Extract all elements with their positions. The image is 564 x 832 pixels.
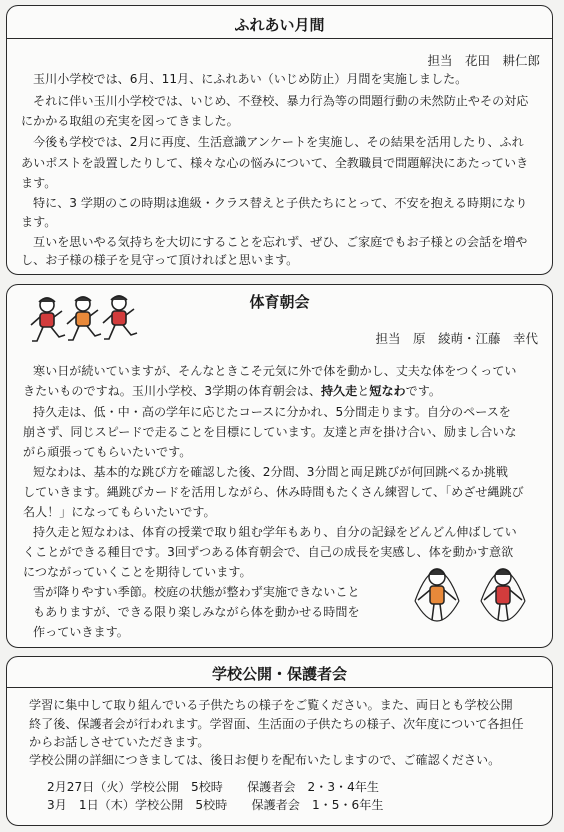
- schedule-line: 2月27日（火）学校公開 5校時 保護者会 2・3・4年生: [47, 780, 380, 794]
- paragraph-line: もありますが、できる限り楽しみながら体を動かせる時間を: [33, 605, 360, 619]
- bold-keyword: 持久走: [320, 384, 358, 398]
- bold-keyword: 短なわ: [369, 384, 406, 398]
- section-gakko-kokai: [6, 656, 553, 826]
- paragraph-line: くことができる種目です。3回ずつある体育朝会で、自己の成長を実感し、体を動かす意欲: [23, 545, 514, 559]
- paragraph-line: ます。: [21, 176, 57, 190]
- paragraph-line: 名人！」になってもらいたいです。: [23, 505, 216, 519]
- paragraph-line: 特に、3 学期のこの時期は進級・クラス替えと子供たちにとって、不安を抱える時期になり: [33, 196, 528, 210]
- paragraph-line: 作っていきます。: [33, 625, 129, 639]
- paragraph-line: にかかる取組の充実を図ってきました。: [21, 114, 239, 128]
- paragraph-line: 終了後、保護者会が行われます。学習面、生活面の子供たちの様子、次年度について各担任: [29, 717, 524, 731]
- paragraph-line: 持久走と短なわは、体育の授業で取り組む学年もあり、自分の記録をどんどん伸ばしてい: [33, 525, 517, 539]
- paragraph-line: 今後も学校では、2月に再度、生活意識アンケートを実施し、その結果を活用したり、ふれ: [33, 135, 524, 149]
- paragraph-line: 学校公開の詳細につきましては、後日お便りを配布いたしますので、ご確認ください。: [29, 753, 501, 767]
- section-title: 学校公開・保護者会: [211, 665, 347, 683]
- paragraph-line: し、お子様の様子を見守って頂ければと思います。: [21, 253, 299, 267]
- paragraph-line: 崩さず、同じスピードで走ることを目標にしています。友達と声を掛け合い、励まし合いな: [23, 425, 517, 439]
- title-divider: [7, 38, 552, 39]
- paragraph-line: 持久走は、低・中・高の学年に応じたコースに分かれ、5分間走ります。自分のペースを: [33, 405, 511, 419]
- paragraph-line: きたいものですね。玉川小学校、3学期の体育朝会は、持久走と短なわです。: [23, 384, 441, 398]
- section-fureai: [6, 5, 553, 275]
- paragraph-line: ます。: [21, 215, 57, 229]
- author-credit: 担当 花田 耕仁郎: [427, 53, 540, 68]
- paragraph-line: あいポストを設置したりして、様々な心の悩みについて、全教職員で問題解決にあたっていき: [21, 156, 529, 170]
- section-title: 体育朝会: [249, 293, 310, 311]
- paragraph-line: がら頑張ってもらいたいです。: [23, 445, 192, 459]
- paragraph-line: につながっていくことを期待しています。: [23, 565, 252, 579]
- paragraph-line: 学習に集中して取り組んでいる子供たちの様子をご覧ください。また、両日とも学校公開: [29, 698, 513, 712]
- paragraph-line: 玉川小学校では、6月、11月、にふれあい（いじめ防止）月間を実施しました。: [33, 72, 468, 86]
- paragraph-line: からお話しさせていただきます。: [29, 735, 210, 749]
- title-divider: [7, 687, 552, 688]
- paragraph-line: していきます。縄跳びカードを活用しながら、休み時間もたくさん練習して、「めざせ縄跳び: [23, 485, 524, 499]
- jump-rope-children-illustration: [407, 553, 535, 637]
- paragraph-line: 短なわは、基本的な跳び方を確認した後、2分間、3分間と両足跳びが何回跳べるか挑戦: [33, 465, 508, 479]
- section-title: ふれあい月間: [234, 16, 325, 34]
- section-taiiku: [6, 284, 553, 648]
- paragraph-line: それに伴い玉川小学校では、いじめ、不登校、暴力行為等の問題行動の未然防止やその対応: [33, 94, 529, 108]
- paragraph-line: 互いを思いやる気持ちを大切にすることを忘れず、ぜひ、ご家庭でもお子様との会話を増や: [33, 235, 528, 249]
- author-credit: 担当 原 綾萌・江藤 幸代: [375, 331, 538, 346]
- schedule-line: 3月 1日（木）学校公開 5校時 保護者会 1・5・6年生: [47, 798, 384, 812]
- paragraph-line: 寒い日が続いていますが、そんなときこそ元気に外で体を動かし、丈夫な体をつくってい: [33, 364, 517, 378]
- paragraph-line: 雪が降りやすい季節。校庭の状態が整わず実施できないこと: [33, 585, 360, 599]
